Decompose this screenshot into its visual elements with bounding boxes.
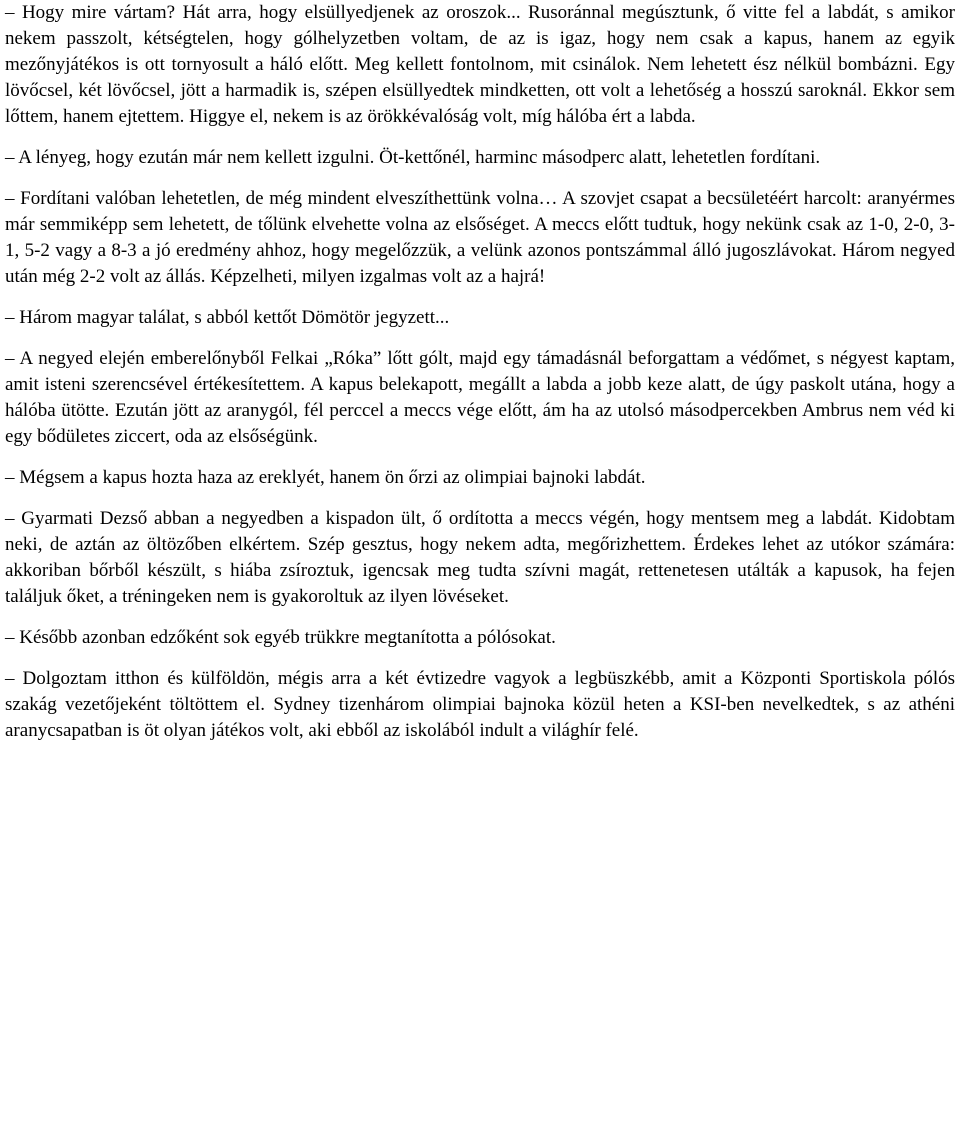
- paragraph-9: – Dolgoztam itthon és külföldön, mégis arra a két évtizedre vagyok a legbüszkébb, amit a Központi Sportiskola pólós szakág vezetőjeként töltöttem el. Sydney tizenhárom olimpiai bajnoka közül heten a KSI-ben nevelkedtek, s az athéni aranycsapatban is öt olyan játékos volt, aki ebből az iskolából indult a világhír felé.: [5, 668, 955, 741]
- paragraph-2: – A lényeg, hogy ezután már nem kellett izgulni. Öt-kettőnél, harminc másodperc alatt, lehetetlen fordítani.: [5, 147, 821, 168]
- document-page: [5, 0, 955, 759]
- paragraph-3: – Fordítani valóban lehetetlen, de még mindent elveszíthettünk volna… A szovjet csapat a becsületéért harcolt: aranyérmes már semmiképp sem lehetett, de tőlünk elvehette volna az elsőséget. A meccs előtt tudtuk, hogy nekünk csak az 1-0, 2-0, 3-1, 5-2 vagy a 8-3 a jó eredmény ahhoz, hogy megelőzzük, a velünk azonos pontszámmal álló jugoszlávokat. Három negyed után még 2-2 volt az állás. Képzelheti, milyen izgalmas volt az a hajrá!: [5, 188, 955, 287]
- paragraph-6: – Mégsem a kapus hozta haza az ereklyét, hanem ön őrzi az olimpiai bajnoki labdát.: [5, 467, 646, 488]
- paragraph-7: – Gyarmati Dezső abban a negyedben a kispadon ült, ő ordította a meccs végén, hogy mentsem meg a labdát. Kidobtam neki, de aztán az öltözőben elkértem. Szép gesztus, hogy nekem adta, megőrizhettem. Érdekes lehet az utókor számára: akkoriban bőrből készült, s hiába zsíroztuk, igencsak meg tudta szívni magát, rettenetesen utálták a kapusok, ha fejen találjuk őket, a tréningeken nem is gyakoroltuk az ilyen lövéseket.: [5, 508, 955, 607]
- paragraph-4: – Három magyar találat, s abból kettőt Dömötör jegyzett...: [5, 307, 450, 328]
- paragraph-8: – Később azonban edzőként sok egyéb trükkre megtanította a pólósokat.: [5, 627, 556, 648]
- paragraph-5: – A negyed elején emberelőnyből Felkai „Róka” lőtt gólt, majd egy támadásnál beforgattam a védőmet, s négyest kaptam, amit isteni szerencsével értékesítettem. A kapus belekapott, megállt a labda a jobb keze alatt, de úgy paskolt utána, hogy a hálóba ütötte. Ezután jött az aranygól, fél perccel a meccs vége előtt, ám ha az utolsó másodpercekben Ambrus nem véd ki egy bődületes ziccert, oda az elsőségünk.: [5, 348, 955, 447]
- paragraph-1: – Hogy mire vártam? Hát arra, hogy elsüllyedjenek az oroszok... Rusoránnal megúsztunk, ő vitte fel a labdát, s amikor nekem passzolt, kétségtelen, hogy gólhelyzetben voltam, de az is igaz, hogy nem csak a kapus, hanem az egyik mezőnyjátékos is ott tornyosult a háló előtt. Meg kellett fontolnom, mit csinálok. Nem lehetett ész nélkül bombázni. Egy lövőcsel, két lövőcsel, jött a harmadik is, szépen elsüllyedtek mindketten, ott volt a lehetőség a hosszú saroknál. Ekkor sem lőttem, hanem ejtettem. Higgye el, nekem is az örökkévalóság volt, míg hálóba ért a labda.: [5, 2, 955, 127]
